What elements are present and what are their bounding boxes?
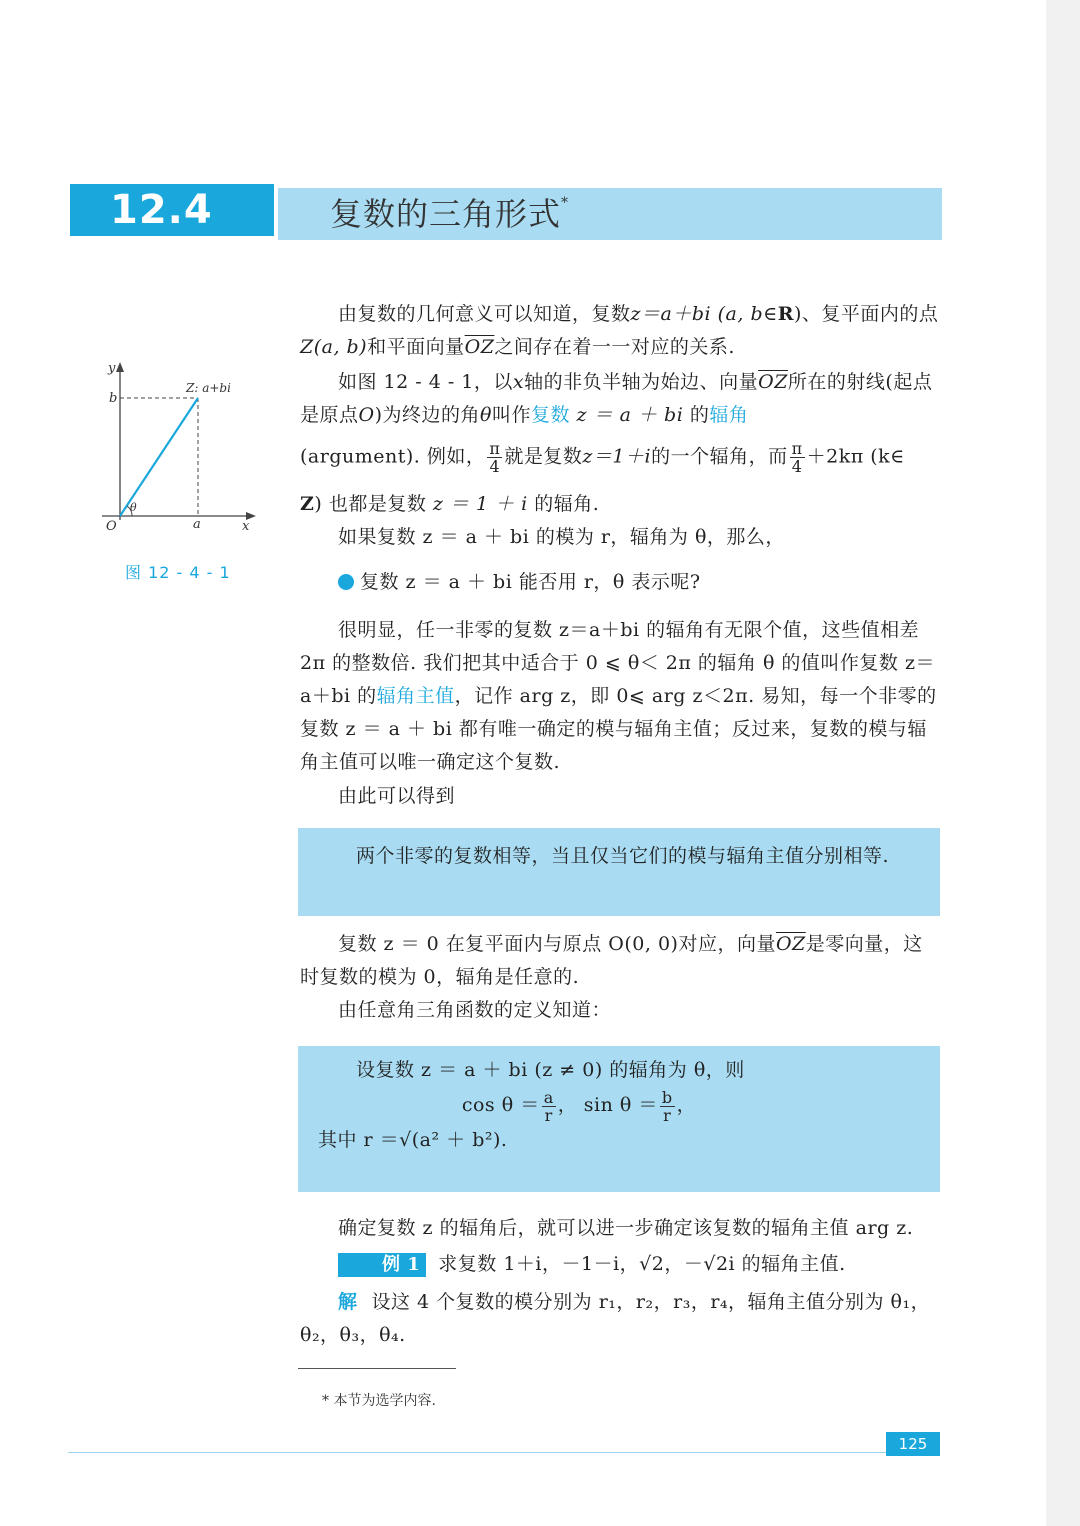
question-bullet-icon xyxy=(338,574,354,590)
label-x: x xyxy=(242,519,250,534)
box2-line1: 设复数 z ＝ a ＋ bi (z ≠ 0) 的辐角为 θ，则 xyxy=(356,1059,745,1081)
figure-caption: 图 12 - 4 - 1 xyxy=(125,563,231,582)
paragraph-4: Z) 也都是复数 z ＝ 1 ＋ i 的辐角. xyxy=(300,493,600,515)
paragraph-5: 如果复数 z ＝ a ＋ bi 的模为 r，辐角为 θ，那么， xyxy=(338,526,785,548)
footnote: * 本节为选学内容. xyxy=(322,1393,436,1409)
paragraph-6: 很明显，任一非零的复数 z＝a＋bi 的辐角有无限个值，这些值相差 2π 的整数倍. 我们把其中适合于 0 ⩽ θ＜ 2π 的辐角 θ 的值叫作复数 z＝a＋bi 的辐角主值，记作 arg z，即 0⩽ arg z＜2π. 易知，每一个非零的复数 z ＝ a ＋ bi 都有唯一确定的模与辐角主值；反过来，复数的模与辐角主值可以唯一确定这个复数. xyxy=(300,619,937,773)
label-y: y xyxy=(108,361,116,376)
theorem-box-trig xyxy=(298,1046,940,1192)
paragraph-3: (argument). 例如， $\frac{\pi}{4}$ 就是复数z＝1＋i的一个辐角，而 $\frac{\pi}{4}$ ＋2kπ (k∈ xyxy=(300,439,905,476)
page-edge-shade xyxy=(1046,0,1080,1526)
fraction-pi-4: $\frac{\pi}{4}$ xyxy=(489,439,501,476)
label-origin: O xyxy=(106,519,117,534)
paragraph-1: 由复数的几何意义可以知道，复数z＝a＋bi (a, b∈R)、复平面内的点Z(a, b)和平面向量$\overline{OZ}$之间存在着一一对应的关系. xyxy=(300,303,939,358)
box2-formula: cos θ ＝ $\frac{a}{r}$ ， sin θ ＝ $\frac{b}{r}$ ， xyxy=(461,1087,697,1125)
section-title: 复数的三角形式* xyxy=(330,195,570,233)
section-number: 12.4 xyxy=(70,184,274,236)
label-theta: θ xyxy=(130,501,137,514)
paragraph-9: 由任意角三角函数的定义知道： xyxy=(338,999,612,1021)
example-badge: 例 1 xyxy=(338,1253,426,1277)
example-1: 例 1 求复数 1＋i，－1－i，√2，－√2i 的辐角主值. xyxy=(300,1248,942,1281)
paragraph-7: 由此可以得到 xyxy=(338,785,456,807)
solution-label: 解 xyxy=(338,1291,358,1313)
paragraph-2: 如图 12 - 4 - 1，以x轴的非负半轴为始边、向量$\overline{OZ}$所在的射线(起点是原点O)为终边的角θ叫作复数 z ＝ a ＋ bi 的辐角 xyxy=(300,371,933,426)
page-number: 125 xyxy=(886,1432,940,1456)
label-point: Z: a+bi xyxy=(186,381,231,395)
paragraph-10: 确定复数 z 的辐角后，就可以进一步确定该复数的辐角主值 arg z. xyxy=(338,1217,914,1239)
y-axis-arrow xyxy=(116,362,124,372)
term-argument: 辐角 xyxy=(709,404,749,426)
term-complex: 复数 xyxy=(530,404,570,426)
bottom-rule xyxy=(68,1452,940,1453)
paragraph-8: 复数 z ＝ 0 在复平面内与原点 O(0, 0)对应，向量$\overline{OZ}$是零向量，这时复数的模为 0，辐角是任意的. xyxy=(300,933,923,988)
complex-plane-figure xyxy=(100,360,270,540)
box2-line3: 其中 r ＝√(a² ＋ b²). xyxy=(318,1129,508,1151)
section-title-bar xyxy=(278,188,942,240)
question-line: 复数 z ＝ a ＋ bi 能否用 r，θ 表示呢? xyxy=(300,566,942,599)
fraction-pi-4-b: $\frac{\pi}{4}$ xyxy=(791,439,803,476)
label-a: a xyxy=(193,517,201,532)
solution-1: 解 设这 4 个复数的模分别为 r₁，r₂，r₃，r₄，辐角主值分别为 θ₁，θ₂，θ₃，θ₄. xyxy=(300,1291,931,1346)
term-principal-argument: 辐角主值 xyxy=(376,685,455,707)
theorem-box-equality: 两个非零的复数相等，当且仅当它们的模与辐角主值分别相等. xyxy=(298,828,940,916)
label-b: b xyxy=(109,391,118,406)
vector-oz xyxy=(120,398,198,516)
footnote-rule xyxy=(298,1368,456,1369)
